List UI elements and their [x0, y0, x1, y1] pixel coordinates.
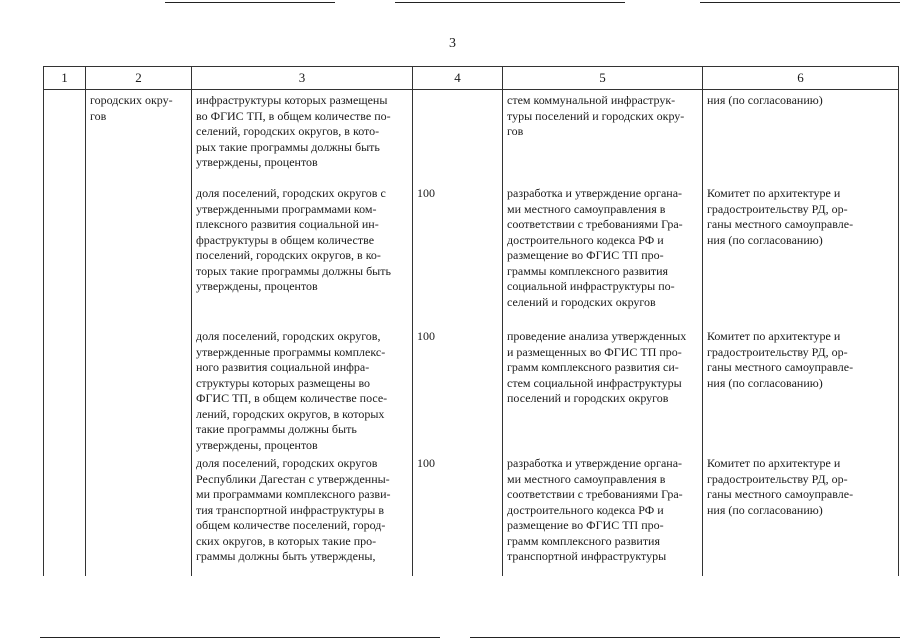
column-header: 5: [503, 67, 703, 90]
cell-value: 100: [413, 183, 503, 326]
cell-measure: проведение анализа утвержденных и размещенных во ФГИС ТП про- грамм комплексного развития си- стем социальной инфраструктуры поселений и городских округов: [503, 326, 703, 453]
table-row: [44, 326, 899, 453]
cell-col1: [44, 183, 86, 326]
cell-responsible: Комитет по архитектуре и градостроительству РД, ор- ганы местного самоуправле- ния (по согласованию): [703, 326, 899, 453]
column-header: 3: [192, 67, 413, 90]
cell-col2: [86, 183, 192, 326]
bottom-edge-line: [40, 637, 440, 638]
cell-col2: городских окру- гов: [86, 90, 192, 184]
top-edge-line: [165, 2, 335, 3]
cell-indicator: доля поселений, городских округов, утвержденные программы комплекс- ного развития социальной инфра- структуры которых размещены во ФГИС ТП, в общем количестве посе- лений, городских округов, в которых такие программы должны быть утверждены, процентов: [192, 326, 413, 453]
table-row: [44, 90, 899, 184]
table-row: [44, 183, 899, 326]
bottom-edge-line: [470, 637, 900, 638]
table-header-row: [44, 67, 899, 90]
cell-col1: [44, 326, 86, 453]
cell-value: 100: [413, 453, 503, 576]
cell-indicator: доля поселений, городских округов Республики Дагестан с утвержденны- ми программами комплексного разви- тия транспортной инфраструктуры в общем количестве поселений, город- ских округов, в которых такие про- граммы должны быть утверждены,: [192, 453, 413, 576]
column-header: 1: [44, 67, 86, 90]
cell-value: [413, 90, 503, 184]
cell-value: 100: [413, 326, 503, 453]
cell-col1: [44, 90, 86, 184]
cell-col1: [44, 453, 86, 576]
cell-measure: стем коммунальной инфраструк- туры поселений и городских окру- гов: [503, 90, 703, 184]
column-header: 6: [703, 67, 899, 90]
cell-measure: разработка и утверждение органа- ми местного самоуправления в соответствии с требованиями Гра- достроительного кодекса РФ и размещение во ФГИС ТП про- граммы комплексного развития социальной инфраструктуры по- селений и городских округов: [503, 183, 703, 326]
column-header: 4: [413, 67, 503, 90]
column-header: 2: [86, 67, 192, 90]
page-number: 3: [449, 36, 456, 51]
cell-responsible: Комитет по архитектуре и градостроительству РД, ор- ганы местного самоуправле- ния (по согласованию): [703, 183, 899, 326]
cell-indicator: доля поселений, городских округов с утвержденными программами ком- плексного развития социальной ин- фраструктуры в общем количестве поселений, городских округов, в ко- торых такие программы должны быть утверждены, процентов: [192, 183, 413, 326]
cell-col2: [86, 453, 192, 576]
table-row: [44, 453, 899, 576]
cell-col2: [86, 326, 192, 453]
cell-indicator: инфраструктуры которых размещены во ФГИС ТП, в общем количестве по- селений, городских округов, в кото- рых такие программы должны быть утверждены, процентов: [192, 90, 413, 184]
top-edge-line: [395, 2, 625, 3]
top-edge-line: [700, 2, 900, 3]
document-table: [43, 66, 899, 576]
cell-responsible: ния (по согласованию): [703, 90, 899, 184]
cell-measure: разработка и утверждение органа- ми местного самоуправления в соответствии с требованиями Гра- достроительного кодекса РФ и размещение во ФГИС ТП про- грамм комплексного развития транспортной инфраструктуры: [503, 453, 703, 576]
cell-responsible: Комитет по архитектуре и градостроительству РД, ор- ганы местного самоуправле- ния (по согласованию): [703, 453, 899, 576]
